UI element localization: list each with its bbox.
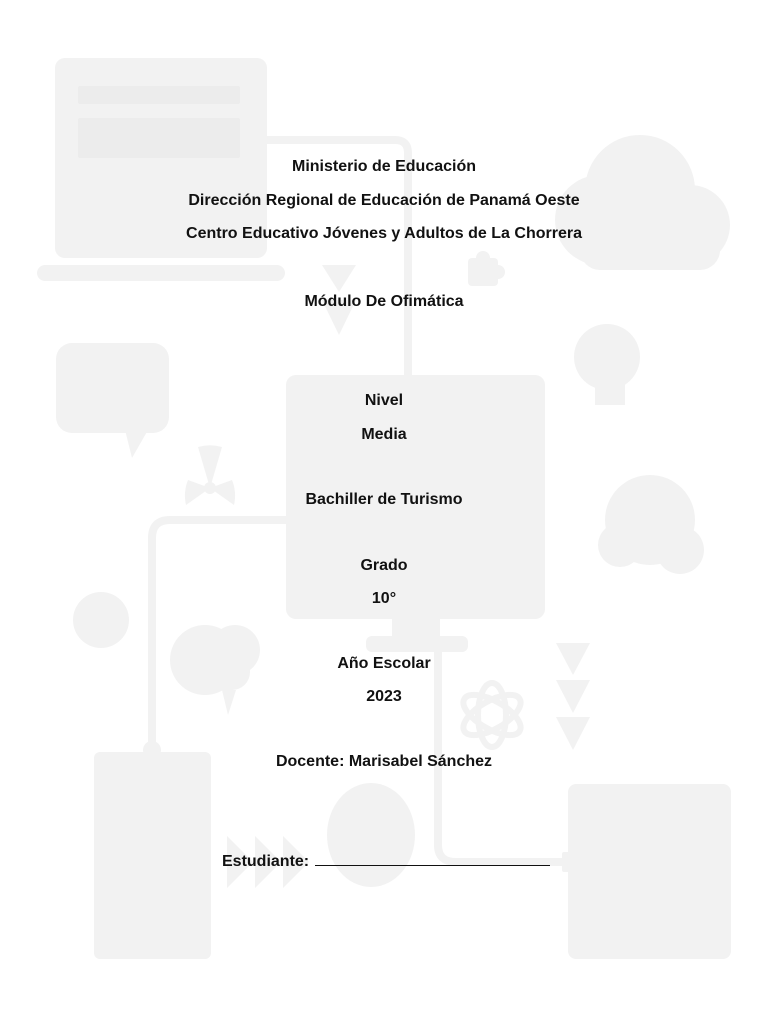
module-title: Módulo De Ofimática <box>304 293 464 310</box>
arrow-down-icon <box>322 265 356 292</box>
level-label: Nivel <box>364 392 404 409</box>
grade-value: 10° <box>371 590 397 607</box>
school-year-value: 2023 <box>366 688 402 705</box>
education-center: Centro Educativo Jóvenes y Adultos de La Chorrera <box>186 225 582 242</box>
level-value: Media <box>361 426 407 443</box>
program-name: Bachiller de Turismo <box>305 491 463 508</box>
puzzle-icon <box>468 251 505 286</box>
regional-directorate: Dirección Regional de Educación de Panamá Oeste <box>188 192 580 209</box>
monitor-icon <box>286 375 545 652</box>
student-name-blank <box>315 849 550 866</box>
teacher-name: Docente: Marisabel Sánchez <box>275 753 493 770</box>
school-year-label: Año Escolar <box>337 655 431 672</box>
grade-label: Grado <box>360 557 408 574</box>
tablet-icon <box>94 741 211 959</box>
ministry-title: Ministerio de Educación <box>291 158 477 175</box>
student-field <box>222 849 550 872</box>
student-label: Estudiante: <box>222 853 310 870</box>
